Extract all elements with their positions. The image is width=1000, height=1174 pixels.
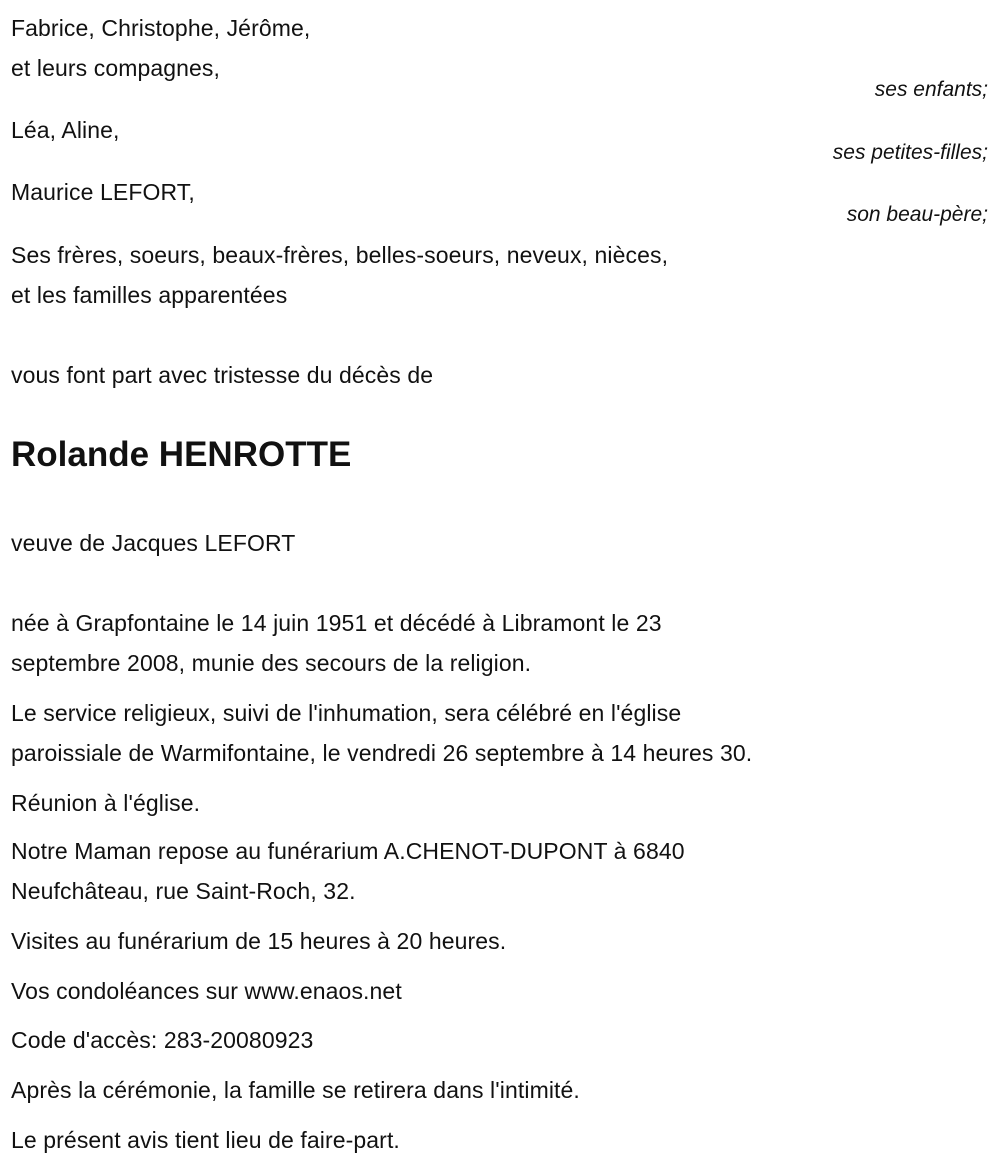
condolences-link[interactable]: Vos condoléances sur www.enaos.net (11, 978, 402, 1004)
service-line-1: Le service religieux, suivi de l'inhumation, sera célébré en l'église (11, 700, 682, 726)
children-partners: et leurs compagnes, (11, 55, 221, 81)
children-names: Fabrice, Christophe, Jérôme, (11, 15, 311, 41)
funerarium-line-2: Neufchâteau, rue Saint-Roch, 32. (11, 878, 356, 904)
service-line-2: paroissiale de Warmifontaine, le vendredi 26 septembre à 14 heures 30. (11, 740, 753, 766)
funerarium-line-1: Notre Maman repose au funérarium A.CHENOT-DUPONT à 6840 (11, 838, 685, 864)
grandchildren-role: ses petites-filles; (832, 141, 988, 164)
announcement: vous font part avec tristesse du décès de (11, 362, 434, 388)
children-role: ses enfants; (874, 78, 988, 101)
father-in-law-role: son beau-père; (846, 203, 988, 226)
grandchildren-names: Léa, Aline, (11, 117, 120, 143)
access-code: Code d'accès: 283-20080923 (11, 1027, 314, 1053)
father-in-law-name: Maurice LEFORT, (11, 179, 195, 205)
deceased-name: Rolande HENROTTE (11, 435, 352, 474)
relatives-line-1: Ses frères, soeurs, beaux-frères, belles-soeurs, neveux, nièces, (11, 242, 669, 268)
after-ceremony: Après la cérémonie, la famille se retirera dans l'intimité. (11, 1077, 580, 1103)
birth-death-line-1: née à Grapfontaine le 14 juin 1951 et décédé à Libramont le 23 (11, 610, 662, 636)
relatives-line-2: et les familles apparentées (11, 282, 288, 308)
meeting-place: Réunion à l'église. (11, 790, 201, 816)
notice-statement: Le présent avis tient lieu de faire-part. (11, 1127, 400, 1153)
visiting-hours: Visites au funérarium de 15 heures à 20 heures. (11, 928, 507, 954)
birth-death-line-2: septembre 2008, munie des secours de la religion. (11, 650, 532, 676)
widow-of: veuve de Jacques LEFORT (11, 530, 296, 556)
